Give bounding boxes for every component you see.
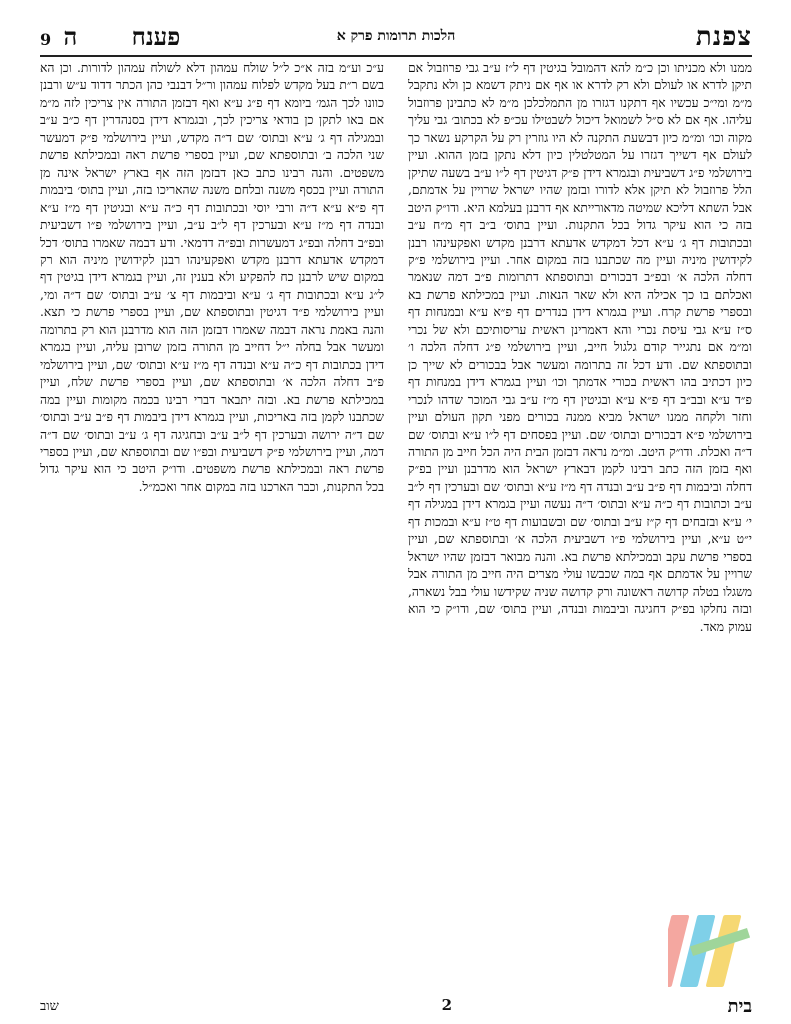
publisher-logo-icon [668, 905, 760, 997]
page-footer [40, 996, 752, 1020]
text-column-right [408, 60, 752, 990]
page-heading-left [40, 22, 180, 52]
running-chapter-title: הלכות תרומות פרק א [336, 28, 456, 44]
page-number: 9 [40, 30, 52, 49]
book-title-second: פענח [131, 22, 181, 51]
text-columns [40, 60, 752, 995]
column-left-text: ע״כ וע״מ בזה א״כ ל״ל שולח עמהון דלא לשולח עמהון לדורות. וכן הא בשם ר״ת בעל מקדש לפלוח עמהון ור״ל דבנבי כהן הכתר דדוד ע״ש ורבנן כוונו לכך הגמ׳ ביומא דף פ״ג ע״א ואף דבזמן התורה אין צריכין לזה מ״מ אם באו לתקן כן בודאי צריכין לכך, ובגמרא דידן בסנהדרין דף כ״ב ע״ב ובמגילה דף ג׳ ע״א ובתוס׳ שם ד״ה מקדש, ועיין בירושלמי פ״ק דמעשר שני הלכה ב׳ ובתוספתא שם, ועיין בספרי פרשת ראה ובמכילתא פרשת משפטים. והנה רבינו כתב כאן דבזמן הזה אף בארץ ישראל אינה מן התורה ועיין בכסף משנה ובלחם משנה שהאריכו בזה, ועיין בתוס׳ ביבמות דף פ״א ע״א ד״ה ורבי יוסי ובכתובות דף כ״ה ע״א ובגיטין דף מ״ז ע״א ובנדה דף מ״ז ע״א ובערכין דף ל״ב ע״ב, ועיין בירושלמי פ״ו דשביעית ובפ״ב דחלה ובפ״ג דמעשרות ובפ״ה דדמאי. ודע דבמה שאמרו בתוס׳ דכל דמקדש אדעתא דרבנן מקדש ואפקעינהו רבנן לקידושין מיניה הוא רק במקום שיש לרבנן כח להפקיע ולא בענין זה, ועיין בגמרא דידן בגיטין דף ל״ג ע״א ובכתובות דף ג׳ ע״א וביבמות דף צ׳ ע״ב ובתוס׳ שם ד״ה ומי, ועיין בירושלמי פ״ד דגיטין ובתוספתא שם, ועיין בספרי פרשת כי תצא. והנה באמת נראה דבמה שאמרו דבזמן הזה הוא מדרבנן הוא רק בתרומה ומעשר אבל בחלה י״ל דחייב מן התורה בזמן שרובן עליה, ועיין בגמרא דידן בכתובות דף כ״ה ע״א ובנדה דף מ״ז ע״א ובתוס׳ שם, ועיין בירושלמי פ״ב דחלה הלכה א׳ ובתוספתא שם, ועיין בספרי פרשת שלח, ועיין במכילתא פרשת בא. ובזה יתבאר דברי רבינו בכמה מקומות ועיין במה שכתבנו לקמן בזה באריכות, ועיין בגמרא דידן ביבמות דף פ״ב ע״ב ובתוס׳ שם ד״ה ירושה ובערכין דף ל״ב ע״ב ובחגיגה דף ג׳ ע״ב ובתוס׳ שם ד״ה דמה, ועיין בירושלמי פ״ק דשביעית ובפ״ו שם ובתוספתא שם, ועיין בספרי פרשת ראה ובמכילתא פרשת משפטים. ודו״ק היטב כי הוא עיקר גדול בכל התקנות, וכבר הארכנו בזה במקום אחר ואכמ״ל. [40, 61, 384, 494]
catchword: שוב [40, 999, 59, 1014]
book-title: צפנת [695, 22, 752, 52]
column-right-text: ממנו ולא מכניתו וכן כ״מ להא דהמובל בגיטין דף ל״ז ע״ב גבי פרוזבול אם תיקן לדרא או לעולם ולא רק לדרא או אף אם ניתק דשמא כן ולא נתקבל מ״מ ומי״כ עכשיו אף דתקנו דגזרו מן התמלכלכן מ״מ לא כתבינן פרוזבול עליהו. אף אם לא ס״ל לשמואל דיכול לשבטילו עכ״פ לא בכתוב׳ גבי עליך מקוה וכו׳ ומ״מ כיון דבשעת התקנה לא היו גוזרין רק על הקרקע נשאר כך לעולם אף דשייך דגזרו על המטלטלין כיון דלא נתקן בזמן ההוא. ועיין בירושלמי פ״ג דשביעית ובגמרא דידן פ״ק דגיטין דף ל״ו ע״ב בשעה שתיקן הלל פרוזבול לא תיקן אלא לדורו ובזמן שהיו ישראל שרויין על אדמתם, אבל השתא דליכא שמיטה מדאורייתא אף דרבנן בעלמא היא. ודו״ק היטב בזה כי הוא עיקר גדול בכל התקנות. ועיין בתוס׳ ב״ב דף מ״ח ע״ב ובכתובות דף ג׳ ע״א דכל דמקדש אדעתא דרבנן מקדש ואפקעינהו רבנן לקידושין מיניה ועיין מה שכתבנו בזה במקום אחר. ועיין בירושלמי פ״ק דחלה הלכה א׳ ובפ״ב דבכורים ובתוספתא דתרומות פ״ב דמה שנאמר ואכלתם בו כך אכילה היא ולא שאר הנאות. ועיין במכילתא פרשת בא ובספרי פרשת קרח. ועיין בגמרא דידן בנדרים דף פ״א ע״א ובמנחות דף ס״ז ע״א גבי עיסת נכרי והא דאמרינן ראשית עריסותיכם ולא של נכרי ומ״מ אם נתגייר קודם גלגול חייב, ועיין בירושלמי פ״ג דחלה הלכה ו׳ ובתוספתא שם. ודע דכל זה בתרומה ומעשר אבל בבכורים לא שייך כן כיון דכתיב בהו ראשית בכורי אדמתך וכו׳ ועיין בגמרא דידן במנחות דף פ״ד ע״א ובב״ב דף פ״א ע״א ובגיטין דף מ״ז ע״ב גבי המוכר שדהו לנכרי וחזר ולקחה ממנו ישראל מביא ממנה בכורים מפני תקון העולם ועיין בירושלמי פ״א דבכורים ובתוס׳ שם. ועיין בפסחים דף ל״ו ע״א ובתוס׳ שם ד״ה ואכלת. ודו״ק היטב. ומ״מ נראה דבזמן הבית היה הכל חייב מן התורה ואף בזמן הזה כתב רבינו לקמן דבארץ ישראל הוא מדרבנן ועיין בפ״ק דחלה וביבמות דף פ״ב ע״ב ובנדה דף מ״ז ע״א ובתוס׳ שם ובערכין דף ל״ב ע״ב וכתובות דף כ״ה ע״א ובתוס׳ ד״ה נעשה ועיין בגמרא דידן במגילה דף י׳ ע״א ובזבחים דף ק״ז ע״ב ובתוס׳ שם ובשבועות דף ט״ז ע״א ובמכות דף י״ט ע״א, ועיין בירושלמי פ״ו דשביעית הלכה א׳ ובתוספתא שם, ועיין בספרי פרשת עקב ובמכילתא פרשת בא. והנה מבואר דבזמן שהיו ישראל שרויין על אדמתם אף במה שכבשו עולי מצרים היה חייב מן התורה אבל משגלו בטלה קדושה ראשונה ורק קדושה שניה שקידשו עולי בבל נשארה, ובזה נחלקו בפ״ק דחגיגה וביבמות ובנדה, ועיין בתוס׳ שם, ודו״ק כי הוא עמוק מאד. [408, 61, 752, 634]
page-letter: ה [63, 22, 78, 51]
signature-mark: בית [727, 996, 752, 1017]
page-header [40, 18, 752, 60]
text-column-left [40, 60, 384, 990]
signature-number: 2 [441, 996, 452, 1014]
header-rule [40, 55, 752, 57]
